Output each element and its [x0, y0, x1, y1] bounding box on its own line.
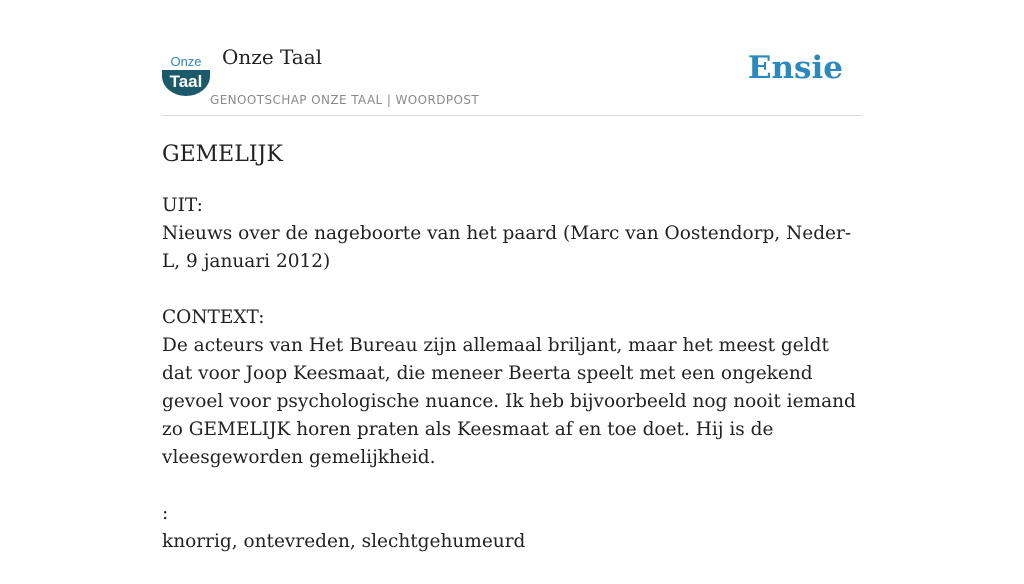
- definition-section: [162, 500, 862, 556]
- header-divider: [162, 115, 862, 116]
- site-name[interactable]: Onze Taal: [222, 45, 323, 69]
- logo-bottom-text: Taal: [169, 72, 203, 91]
- logo-top-text: Onze: [170, 54, 202, 69]
- entry-content: [162, 140, 862, 584]
- definition-label: :: [162, 503, 169, 524]
- onze-taal-logo[interactable]: [162, 52, 210, 96]
- entry-title: GEMELIJK: [162, 142, 283, 167]
- site-subtitle: GENOOTSCHAP ONZE TAAL | WOORDPOST: [210, 93, 480, 107]
- context-label: CONTEXT:: [162, 307, 265, 328]
- context-section: [162, 304, 862, 472]
- site-header: [162, 0, 862, 116]
- onze-taal-logo-icon: [162, 52, 210, 96]
- source-text: Nieuws over de nageboorte van het paard (Marc van Oostendorp, Neder-L, 9 januari 2012): [162, 223, 852, 272]
- source-section: [162, 192, 862, 276]
- ensie-brand-logo[interactable]: Ensie: [747, 50, 843, 86]
- context-text: De acteurs van Het Bureau zijn allemaal briljant, maar het meest geldt dat voor Joop Keesmaat, die meneer Beerta speelt met een ongekend gevoel voor psychologische nuance. Ik heb bijvoorbeeld nog nooit iemand zo GEMELIJK horen praten als Keesmaat af en toe doet. Hij is de vleesgeworden gemelijkheid.: [162, 335, 856, 468]
- definition-text: knorrig, ontevreden, slechtgehumeurd: [162, 531, 526, 552]
- source-label: UIT:: [162, 195, 203, 216]
